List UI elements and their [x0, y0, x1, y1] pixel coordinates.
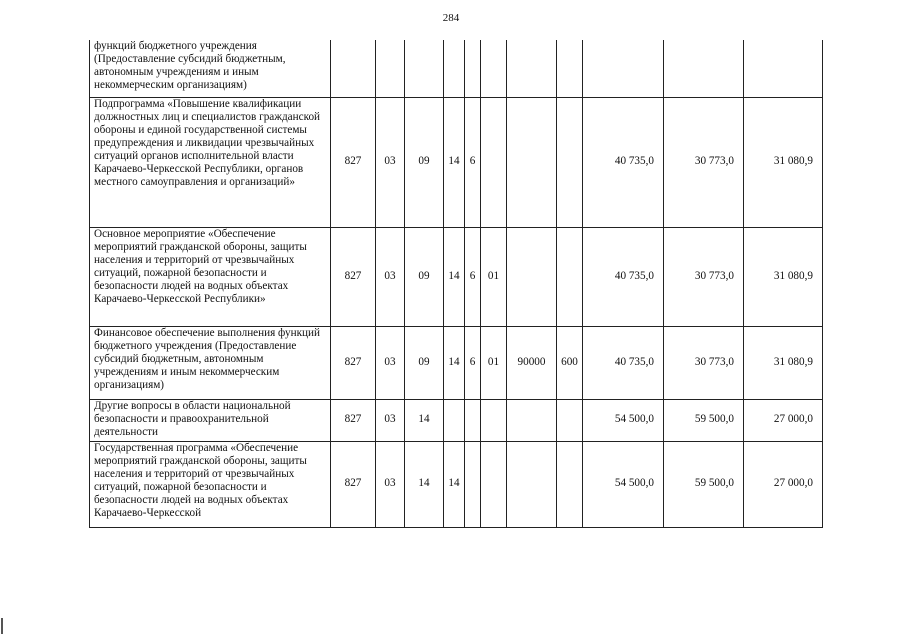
cell-subprogram: 6: [465, 326, 481, 399]
cell-program: 14: [444, 97, 465, 227]
cell-amount-year-1: 40 735,0: [583, 227, 664, 326]
table-row: [90, 441, 823, 527]
page-number: 284: [442, 12, 460, 24]
cell-direction: [507, 97, 557, 227]
cell-grbs: 827: [331, 399, 376, 441]
cell-section: 03: [376, 227, 405, 326]
cell-subprogram: [465, 399, 481, 441]
row-name: Государственная программа «Обеспечение мероприятий гражданской обороны, защиты населения и территорий от чрезвычайных ситуаций, пожарной безопасности и безопасности людей на водных объектах Карачаево-Черкесской: [90, 441, 331, 527]
cell-expense-type: [557, 441, 583, 527]
cell-amount-year-3: [744, 40, 823, 97]
cell-subprogram: 6: [465, 227, 481, 326]
scan-edge-mark: [1, 618, 3, 634]
cell-activity: [481, 97, 507, 227]
cell-amount-year-1: [583, 40, 664, 97]
cell-program: [444, 399, 465, 441]
cell-amount-year-2: [664, 40, 744, 97]
row-name: функций бюджетного учреждения (Предоставление субсидий бюджетным, автономным учреждениям и иным некоммерческим организациям): [90, 40, 331, 97]
cell-program: [444, 40, 465, 97]
cell-amount-year-3: 31 080,9: [744, 97, 823, 227]
cell-expense-type: [557, 399, 583, 441]
cell-grbs: 827: [331, 441, 376, 527]
cell-subsection: 14: [405, 441, 444, 527]
cell-section: 03: [376, 441, 405, 527]
cell-amount-year-1: 40 735,0: [583, 326, 664, 399]
cell-grbs: 827: [331, 227, 376, 326]
table-row: [90, 399, 823, 441]
cell-amount-year-3: 27 000,0: [744, 399, 823, 441]
cell-amount-year-1: 54 500,0: [583, 441, 664, 527]
cell-grbs: 827: [331, 97, 376, 227]
cell-activity: 01: [481, 326, 507, 399]
cell-direction: [507, 40, 557, 97]
cell-subsection: 09: [405, 326, 444, 399]
cell-amount-year-3: 27 000,0: [744, 441, 823, 527]
cell-amount-year-2: 59 500,0: [664, 399, 744, 441]
cell-amount-year-2: 30 773,0: [664, 326, 744, 399]
cell-amount-year-1: 54 500,0: [583, 399, 664, 441]
cell-direction: [507, 227, 557, 326]
cell-direction: [507, 441, 557, 527]
cell-subprogram: 6: [465, 97, 481, 227]
cell-amount-year-1: 40 735,0: [583, 97, 664, 227]
cell-subsection: 09: [405, 97, 444, 227]
cell-amount-year-3: 31 080,9: [744, 326, 823, 399]
table-row: [90, 227, 823, 326]
cell-section: 03: [376, 399, 405, 441]
cell-activity: [481, 40, 507, 97]
cell-program: 14: [444, 227, 465, 326]
cell-grbs: [331, 40, 376, 97]
cell-activity: 01: [481, 227, 507, 326]
cell-subsection: 14: [405, 399, 444, 441]
cell-amount-year-3: 31 080,9: [744, 227, 823, 326]
cell-grbs: 827: [331, 326, 376, 399]
cell-subsection: 09: [405, 227, 444, 326]
cell-expense-type: [557, 40, 583, 97]
cell-amount-year-2: 30 773,0: [664, 227, 744, 326]
cell-expense-type: [557, 227, 583, 326]
cell-amount-year-2: 59 500,0: [664, 441, 744, 527]
cell-activity: [481, 399, 507, 441]
cell-section: [376, 40, 405, 97]
cell-amount-year-2: 30 773,0: [664, 97, 744, 227]
row-name: Основное мероприятие «Обеспечение мероприятий гражданской обороны, защиты населения и территорий от чрезвычайных ситуаций, пожарной безопасности и безопасности людей на водных объектах Карачаево-Черкесской Республики»: [90, 227, 331, 326]
cell-expense-type: [557, 97, 583, 227]
cell-section: 03: [376, 97, 405, 227]
table-row: [90, 326, 823, 399]
cell-expense-type: 600: [557, 326, 583, 399]
row-name: Подпрограмма «Повышение квалификации должностных лиц и специалистов гражданской обороны и единой государственной системы предупреждения и ликвидации чрезвычайных ситуаций органов исполнительной власти Карачаево-Черкесской Республики, органов местного самоуправления и организаций»: [90, 97, 331, 227]
cell-subprogram: [465, 40, 481, 97]
cell-subprogram: [465, 441, 481, 527]
cell-subsection: [405, 40, 444, 97]
cell-program: 14: [444, 441, 465, 527]
table-row: [90, 40, 823, 97]
budget-table: [89, 40, 823, 528]
cell-activity: [481, 441, 507, 527]
row-name: Другие вопросы в области национальной безопасности и правоохранительной деятельности: [90, 399, 331, 441]
cell-direction: [507, 399, 557, 441]
cell-direction: 90000: [507, 326, 557, 399]
table-row: [90, 97, 823, 227]
cell-section: 03: [376, 326, 405, 399]
row-name: Финансовое обеспечение выполнения функций бюджетного учреждения (Предоставление субсидий бюджетным, автономным учреждениям и иным некоммерческим организациям): [90, 326, 331, 399]
cell-program: 14: [444, 326, 465, 399]
